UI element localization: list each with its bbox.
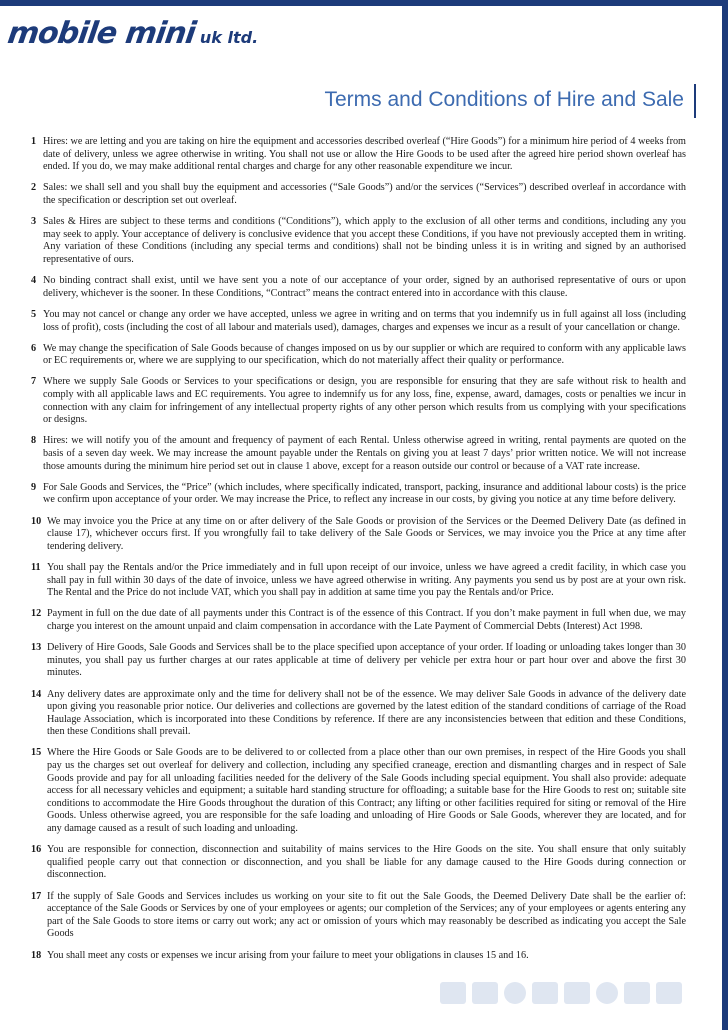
- clause-text: For Sale Goods and Services, the “Price” (which includes, where specifically indicated, transport, packing, insurance and additional labour costs) is the price we confirm upon acceptance of your order. We may increase the Price, to reflect any increase in our costs, by giving you notice at any time before delivery.: [43, 481, 686, 506]
- clause-item: [31, 376, 686, 426]
- clause-number: 7: [31, 376, 37, 388]
- nsa-logo-icon: [440, 982, 466, 1004]
- allmi-logo-icon: [564, 982, 590, 1004]
- member-logo-icon: [504, 982, 526, 1004]
- clause-item: [31, 435, 686, 473]
- clause-item: [31, 309, 686, 334]
- clause-item: [31, 844, 686, 882]
- scta-logo-icon: [472, 982, 498, 1004]
- clause-text: Any delivery dates are approximate only and the time for delivery shall not be of the essence. We may deliver Sale Goods in advance of the delivery date upon giving you reasonable prior notice. Our deliveries and collections are governed by the latest edition of the standard conditions of carriage of the Road Haulage Association, which is incorporated into these Conditions by reference. If there are any inconsistencies between that edition and these Conditions, then these Conditions shall prevail.: [47, 688, 686, 738]
- clause-text: No binding contract shall exist, until we have sent you a note of our acceptance of your order, signed by an authorised representative of ours or upon delivery, whichever is the sooner. In these Conditions, “Contract” means the contract entered into in accordance with this clause.: [43, 275, 686, 299]
- top-border: [0, 0, 728, 6]
- clause-number: 13: [31, 642, 42, 654]
- clause-text: Payment in full on the due date of all payments under this Contract is of the essence of this Contract. If you don’t make payment in full when due, we may charge you interest on the amount unpaid and claim compensation in accordance with the Late Payment of Commercial Debts (Interest) Act 1998.: [47, 608, 686, 632]
- logo-wordmark: mobile mini: [5, 16, 198, 51]
- clause-number: 5: [31, 308, 37, 320]
- clause-item: [31, 216, 686, 266]
- clause-number: 8: [31, 435, 37, 447]
- clause-number: 2: [31, 182, 37, 194]
- clause-item: [31, 689, 686, 739]
- clause-text: Sales: we shall sell and you shall buy the equipment and accessories (“Sale Goods”) and/or the services (“Services”) described overleaf in accordance with the specification or description set out overleaf.: [43, 182, 686, 206]
- clause-text: Sales & Hires are subject to these terms and conditions (“Conditions”), which apply to the exclusion of all other terms and conditions, including any you may seek to apply. Your acceptance of delivery is conclusive evidence that you accept these Conditions, if you have not previously accepted them in writing. Any variation of these Conditions (including any special terms and conditions) shall not be binding unless it is in writing and signed by an authorised representative of ours.: [43, 216, 686, 265]
- clause-text: You are responsible for connection, disconnection and suitability of mains services to the Hire Goods on the site. You shall ensure that only suitably qualified people carry out that connection or disconnection, and you shall be liable for any damage caused to the Hire Goods during connection or disconnection.: [47, 844, 686, 881]
- clause-text: You shall meet any costs or expenses we incur arising from your failure to meet your obligations in clauses 15 and 16.: [47, 949, 529, 961]
- clause-text: Delivery of Hire Goods, Sale Goods and Services shall be to the place specified upon acceptance of your order. If loading or unloading takes longer than 30 minutes, you shall pay us further charges at our rates applicable at time of delivery per vehicle per extra hour or part hour over and above the first 30 minutes.: [47, 642, 686, 679]
- clause-item: [31, 136, 686, 174]
- clause-item: [31, 950, 686, 963]
- company-logo: [5, 16, 259, 56]
- logo-suffix: uk ltd.: [199, 28, 259, 47]
- clause-text: Where we supply Sale Goods or Services to your specifications or design, you are responsible for ensuring that they are safe without risk to health and comply with all applicable laws and EC requirements. You agree to indemnify us for any loss, fine, expense, award, damages, costs or penalties we incur in connection with any claim for infringement of any intellectual property rights of any other person which results from us complying with your specifications or designs.: [43, 376, 686, 426]
- clause-text: Hires: we are letting and you are taking on hire the equipment and accessories described overleaf (“Hire Goods”) for a minimum hire period of 4 weeks from date of delivery, unless we agree otherwise in writing. You shall not use or allow the Hire Goods to be used after the agreed hire period shown overleaf has ended. If you do, we may make additional rental charges and charge for any other reasonable expenditure we incur.: [43, 136, 686, 173]
- clause-item: [31, 562, 686, 600]
- clause-number: 14: [31, 688, 42, 700]
- clause-text: We may invoice you the Price at any time on or after delivery of the Sale Goods or provision of the Services or the Deemed Delivery Date (as defined in clause 17), whichever occurs first. If you wrongfully fail to take delivery of the Sale Goods or Services, we may invoice you the Price at any time after tendering delivery.: [47, 515, 686, 552]
- clause-number: 9: [31, 481, 37, 493]
- certification-logo-icon: [624, 982, 650, 1004]
- clause-number: 17: [31, 890, 42, 902]
- title-bar: [246, 84, 696, 118]
- clauses-list: [31, 136, 686, 971]
- right-border: [722, 0, 728, 1030]
- page-title: Terms and Conditions of Hire and Sale: [324, 88, 684, 111]
- clause-item: [31, 182, 686, 207]
- clause-text: If the supply of Sale Goods and Services includes us working on your site to fit out the Sale Goods, the Deemed Delivery Date shall be the earlier of: acceptance of the Sale Goods or Services by one of your employees or agents; our completion of the Services; any of your employees or agents entering any part of the Sale Goods to store items or carry out work; any act or omission of yours which may reasonably be described as indicating you accept the Sale Goods: [47, 890, 686, 940]
- bsi-logo-icon: [532, 982, 558, 1004]
- clause-text: You may not cancel or change any order we have accepted, unless we agree in writing and on terms that you indemnify us in full against all loss (including loss of profit), costs (including the cost of all labour and materials used), damages, charges and expenses we incur as a result of your cancellation or change.: [43, 308, 686, 333]
- clause-number: 18: [31, 949, 42, 961]
- clause-number: 4: [31, 275, 37, 287]
- clause-number: 10: [31, 515, 42, 527]
- accreditation-logos: [440, 978, 690, 1008]
- clause-item: [31, 642, 686, 680]
- clause-item: [31, 747, 686, 835]
- clause-number: 15: [31, 747, 42, 759]
- clause-number: 3: [31, 216, 37, 228]
- clause-item: [31, 482, 686, 507]
- clause-item: [31, 608, 686, 633]
- clause-text: We may change the specification of Sale Goods because of changes imposed on us by our supplier or which are required to conform with any applicable laws or EC requirements or, where we are supplying to our specification, which do not materially affect their quality or performance.: [43, 342, 686, 367]
- clause-item: [31, 516, 686, 554]
- clause-text: You shall pay the Rentals and/or the Price immediately and in full upon receipt of our invoice, unless we have agreed a credit facility, in which case you shall pay in full within 30 days of the date of invoice, unless we have agreed otherwise in writing. Any payments you send us by post are at your own risk. The Rental and the Price do not include VAT, which you shall pay in addition at same time you pay the Rentals and/or Price.: [47, 561, 686, 599]
- clause-text: Where the Hire Goods or Sale Goods are to be delivered to or collected from a place other than our own premises, in respect of the Hire Goods you shall pay us the charges set out overleaf for delivery and collection, including any specified craneage, erection and dismantling charges and in respect of Sale Goods provide and pay for all unloading facilities needed for the delivery of the Sale Goods including special equipment. You shall also provide: adequate access for all necessary vehicles and equipment; a suitable hard standing structure for offloading; a suitable base for the Hire Goods to rest on; suitable site conditions to accommodate the Hire Goods throughout the duration of this Contract; any lifting or other facilities required for siting or removal of the Hire Goods. Unless otherwise agreed, you are responsible for the safe loading and unloading of Hire Goods or Sale Goods, wherever they are located, and for any damage caused as a result of such loading and unloading.: [47, 747, 686, 835]
- clause-number: 6: [31, 342, 37, 354]
- clause-number: 12: [31, 608, 42, 620]
- clause-number: 1: [31, 136, 37, 147]
- title-divider: [694, 84, 696, 118]
- clause-item: [31, 275, 686, 300]
- clause-text: Hires: we will notify you of the amount and frequency of payment of each Rental. Unless otherwise agreed in writing, rental payments are quoted on the basis of a seven day week. We may increase the amount payable under the Rentals on giving you at least 7 days’ prior written notice. We will not increase those amounts during the minimum hire period set out in clause 1 above, except for a reason outside our control or because of a VAT rate increase.: [43, 435, 686, 472]
- clause-item: [31, 891, 686, 941]
- clause-number: 16: [31, 844, 42, 856]
- clause-number: 11: [31, 561, 41, 573]
- hse-logo-icon: [596, 982, 618, 1004]
- clause-item: [31, 343, 686, 368]
- mpba-logo-icon: [656, 982, 682, 1004]
